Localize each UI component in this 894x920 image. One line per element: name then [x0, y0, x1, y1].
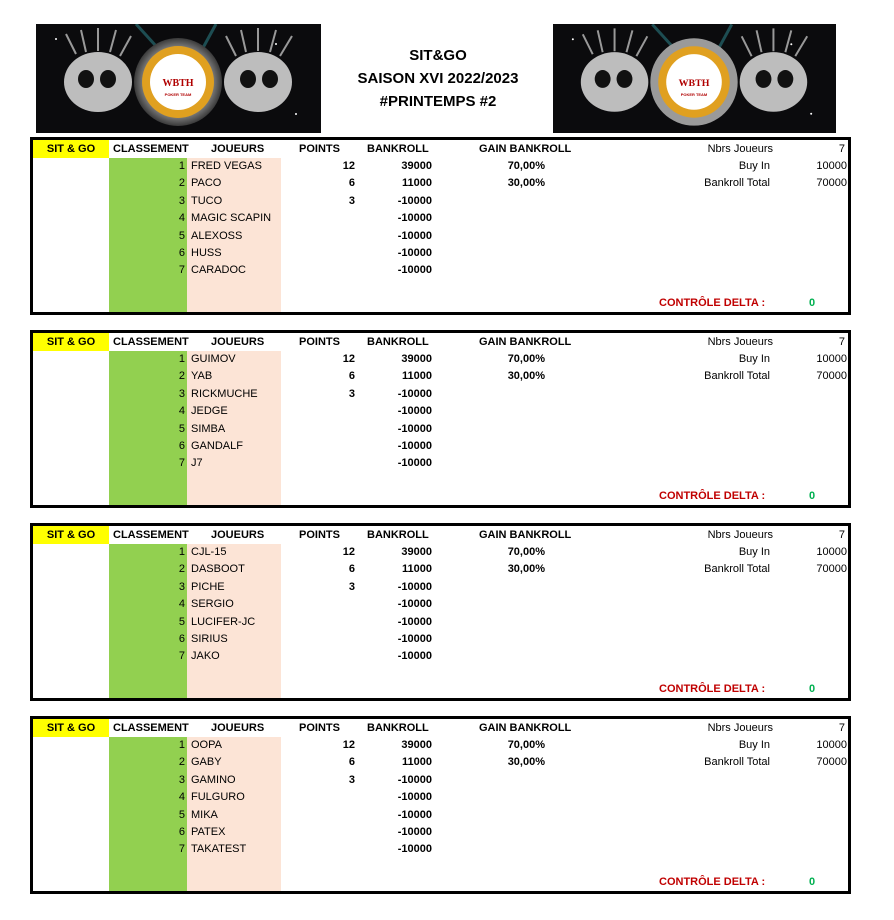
rank-cell: 7: [178, 457, 185, 470]
bankroll-header: BANKROLL: [367, 336, 429, 348]
nbrs-joueurs-label: Nbrs Joueurs: [707, 722, 773, 734]
points-cell: 6: [348, 756, 355, 769]
points-cell: [303, 614, 355, 631]
bankroll-cell: 11000: [402, 756, 432, 769]
controle-delta-value: 0: [809, 490, 816, 502]
nbrs-joueurs-label: Nbrs Joueurs: [707, 529, 773, 541]
bankroll-total-value: 70000: [816, 756, 847, 769]
buyin-label: Buy In: [738, 160, 770, 172]
rank-cell: 2: [178, 756, 185, 769]
bankroll-cell: 39000: [401, 160, 432, 172]
bankroll-cell: -10000: [397, 387, 432, 400]
points-header: POINTS: [299, 529, 340, 541]
player-name: JAKO: [191, 650, 220, 663]
player-name: SERGIO: [191, 598, 234, 611]
nbrs-joueurs-label: Nbrs Joueurs: [707, 143, 773, 155]
rank-cell: 6: [178, 633, 185, 645]
points-header: POINTS: [299, 722, 340, 734]
buyin-label: Buy In: [738, 353, 770, 365]
nbrs-joueurs-label: Nbrs Joueurs: [707, 336, 773, 348]
nbrs-joueurs-value: 7: [838, 336, 845, 348]
gain-percentage: 30,00%: [507, 563, 545, 576]
bankroll-cell: -10000: [397, 212, 432, 225]
rank-cell: 3: [178, 387, 185, 400]
buyin-value: 10000: [816, 546, 847, 558]
rank-cell: 6: [178, 826, 185, 838]
gain-percentage: 70,00%: [507, 160, 545, 172]
rank-cell: 5: [178, 229, 185, 242]
logo-text-top: WBTH: [162, 78, 194, 89]
rank-cell: 4: [178, 212, 185, 225]
sitgo-header: SIT & GO: [33, 719, 109, 737]
points-cell: [303, 438, 355, 455]
player-name: J7: [191, 457, 203, 470]
bankroll-cell: -10000: [397, 843, 432, 856]
bankroll-cell: -10000: [397, 229, 432, 242]
bankroll-cell: -10000: [397, 440, 432, 452]
points-cell: 6: [348, 177, 355, 190]
player-name: SIRIUS: [191, 633, 228, 645]
bankroll-cell: -10000: [397, 405, 432, 418]
bankroll-cell: -10000: [397, 650, 432, 663]
gain-percentage: 30,00%: [507, 370, 545, 383]
sitgo-section: [30, 716, 851, 894]
nbrs-joueurs-value: 7: [838, 722, 845, 734]
rank-cell: 2: [178, 563, 185, 576]
points-cell: [303, 262, 355, 279]
player-name: ALEXOSS: [191, 229, 243, 242]
rank-cell: 7: [178, 843, 185, 856]
points-cell: 12: [342, 546, 355, 558]
player-name: MAGIC SCAPIN: [191, 212, 272, 225]
player-name: CJL-15: [191, 546, 227, 558]
logo-text-bottom: POKER TEAM: [164, 92, 192, 97]
player-name: RICKMUCHE: [191, 387, 258, 400]
player-name: GUIMOV: [191, 353, 236, 365]
bankroll-header: BANKROLL: [367, 143, 429, 155]
player-name: GANDALF: [191, 440, 243, 452]
bankroll-cell: -10000: [397, 457, 432, 470]
points-cell: [303, 421, 355, 438]
gain-bankroll-header: GAIN BANKROLL: [479, 529, 572, 541]
points-cell: [303, 228, 355, 245]
gain-bankroll-header: GAIN BANKROLL: [479, 336, 572, 348]
bankroll-cell: -10000: [397, 422, 432, 435]
rank-cell: 5: [178, 808, 185, 821]
player-name: TAKATEST: [191, 843, 247, 856]
nbrs-joueurs-value: 7: [838, 143, 845, 155]
points-cell: [303, 789, 355, 806]
sitgo-header: SIT & GO: [33, 140, 109, 158]
logo-text-bottom: POKER TEAM: [680, 91, 708, 97]
bankroll-cell: -10000: [397, 580, 432, 593]
rank-cell: 2: [178, 370, 185, 383]
controle-delta-label: CONTRÔLE DELTA :: [659, 490, 766, 502]
points-cell: 12: [342, 160, 355, 172]
bankroll-cell: -10000: [397, 615, 432, 628]
classement-header: CLASSEMENT: [113, 722, 189, 734]
page-title: [325, 44, 551, 113]
rank-cell: 4: [178, 598, 185, 611]
rank-cell: 4: [178, 791, 185, 804]
bankroll-cell: 39000: [401, 739, 432, 751]
points-cell: 3: [348, 580, 355, 593]
points-cell: [303, 245, 355, 262]
nbrs-joueurs-value: 7: [838, 529, 845, 541]
controle-delta-label: CONTRÔLE DELTA :: [659, 683, 766, 695]
team-logo-left: [36, 24, 321, 133]
player-name: YAB: [191, 370, 213, 383]
bankroll-cell: -10000: [397, 247, 432, 259]
player-name: JEDGE: [191, 405, 228, 418]
bankroll-total-label: Bankroll Total: [704, 177, 770, 190]
points-header: POINTS: [299, 143, 340, 155]
points-cell: [303, 403, 355, 420]
rank-cell: 4: [178, 405, 185, 418]
points-header: POINTS: [299, 336, 340, 348]
bankroll-total-label: Bankroll Total: [704, 756, 770, 769]
points-cell: 3: [348, 773, 355, 786]
sitgo-header: SIT & GO: [33, 333, 109, 351]
points-cell: [303, 455, 355, 472]
player-name: SIMBA: [191, 422, 226, 435]
bankroll-cell: -10000: [397, 826, 432, 838]
bankroll-total-value: 70000: [816, 177, 847, 190]
points-cell: 12: [342, 739, 355, 751]
gain-percentage: 30,00%: [507, 756, 545, 769]
gain-percentage: 70,00%: [507, 739, 545, 751]
player-name: PICHE: [191, 580, 225, 593]
points-cell: [303, 807, 355, 824]
rank-cell: 3: [178, 580, 185, 593]
joueurs-header: JOUEURS: [211, 143, 265, 155]
points-cell: [303, 631, 355, 648]
bankroll-cell: 11000: [402, 177, 432, 190]
player-name: MIKA: [191, 808, 218, 821]
rank-cell: 5: [178, 615, 185, 628]
bankroll-total-label: Bankroll Total: [704, 563, 770, 576]
rank-cell: 7: [178, 650, 185, 663]
controle-delta-label: CONTRÔLE DELTA :: [659, 876, 766, 888]
controle-delta-value: 0: [809, 297, 816, 309]
points-cell: 6: [348, 563, 355, 576]
bankroll-cell: 11000: [402, 563, 432, 576]
player-name: TUCO: [191, 194, 223, 207]
player-name: LUCIFER-JC: [191, 615, 256, 628]
bankroll-total-value: 70000: [816, 370, 847, 383]
gain-percentage: 70,00%: [507, 353, 545, 365]
rank-cell: 6: [178, 247, 185, 259]
bankroll-cell: -10000: [397, 633, 432, 645]
bankroll-total-label: Bankroll Total: [704, 370, 770, 383]
rank-cell: 1: [178, 739, 185, 751]
bankroll-total-value: 70000: [816, 563, 847, 576]
title-line-1: SIT&GO: [409, 47, 467, 64]
sitgo-header: SIT & GO: [33, 526, 109, 544]
gain-bankroll-header: GAIN BANKROLL: [479, 722, 572, 734]
points-cell: [303, 824, 355, 841]
player-name: HUSS: [191, 247, 222, 259]
bankroll-header: BANKROLL: [367, 529, 429, 541]
controle-delta-value: 0: [809, 876, 816, 888]
classement-header: CLASSEMENT: [113, 529, 189, 541]
points-cell: 12: [342, 353, 355, 365]
bankroll-cell: 39000: [401, 353, 432, 365]
buyin-label: Buy In: [738, 739, 770, 751]
joueurs-header: JOUEURS: [211, 722, 265, 734]
player-name: OOPA: [191, 739, 222, 751]
rank-cell: 6: [178, 440, 185, 452]
player-name: CARADOC: [191, 264, 247, 277]
team-logo-right: [553, 24, 836, 133]
player-name: DASBOOT: [191, 563, 245, 576]
rank-cell: 2: [178, 177, 185, 190]
points-cell: 3: [348, 387, 355, 400]
bankroll-header: BANKROLL: [367, 722, 429, 734]
bankroll-cell: 11000: [402, 370, 432, 383]
bankroll-cell: -10000: [397, 598, 432, 611]
points-cell: [303, 841, 355, 858]
bankroll-cell: -10000: [397, 791, 432, 804]
rank-cell: 3: [178, 194, 185, 207]
controle-delta-value: 0: [809, 683, 816, 695]
joueurs-header: JOUEURS: [211, 529, 265, 541]
rank-cell: 5: [178, 422, 185, 435]
rank-cell: 1: [178, 546, 185, 558]
player-name: FULGURO: [191, 791, 245, 804]
gain-percentage: 30,00%: [507, 177, 545, 190]
bankroll-cell: -10000: [397, 773, 432, 786]
rank-cell: 1: [178, 160, 185, 172]
player-name: PACO: [191, 177, 222, 190]
points-cell: [303, 648, 355, 665]
bankroll-cell: 39000: [401, 546, 432, 558]
bankroll-cell: -10000: [397, 264, 432, 277]
buyin-value: 10000: [816, 739, 847, 751]
rank-cell: 7: [178, 264, 185, 277]
bankroll-cell: -10000: [397, 808, 432, 821]
classement-header: CLASSEMENT: [113, 143, 189, 155]
rank-cell: 3: [178, 773, 185, 786]
player-name: PATEX: [191, 826, 226, 838]
sitgo-section: [30, 523, 851, 701]
gain-percentage: 70,00%: [507, 546, 545, 558]
points-cell: 6: [348, 370, 355, 383]
player-name: GAMINO: [191, 773, 236, 786]
points-cell: 3: [348, 194, 355, 207]
points-cell: [303, 210, 355, 227]
logo-text-top: WBTH: [678, 77, 710, 89]
title-line-2: SAISON XVI 2022/2023: [357, 70, 519, 87]
classement-header: CLASSEMENT: [113, 336, 189, 348]
rank-cell: 1: [178, 353, 185, 365]
title-line-3: #PRINTEMPS #2: [379, 93, 497, 110]
sitgo-section: [30, 137, 851, 315]
controle-delta-label: CONTRÔLE DELTA :: [659, 297, 766, 309]
buyin-value: 10000: [816, 353, 847, 365]
player-name: FRED VEGAS: [191, 160, 262, 172]
joueurs-header: JOUEURS: [211, 336, 265, 348]
buyin-label: Buy In: [738, 546, 770, 558]
sitgo-section: [30, 330, 851, 508]
bankroll-cell: -10000: [397, 194, 432, 207]
player-name: GABY: [191, 756, 222, 769]
points-cell: [303, 596, 355, 613]
buyin-value: 10000: [816, 160, 847, 172]
gain-bankroll-header: GAIN BANKROLL: [479, 143, 572, 155]
